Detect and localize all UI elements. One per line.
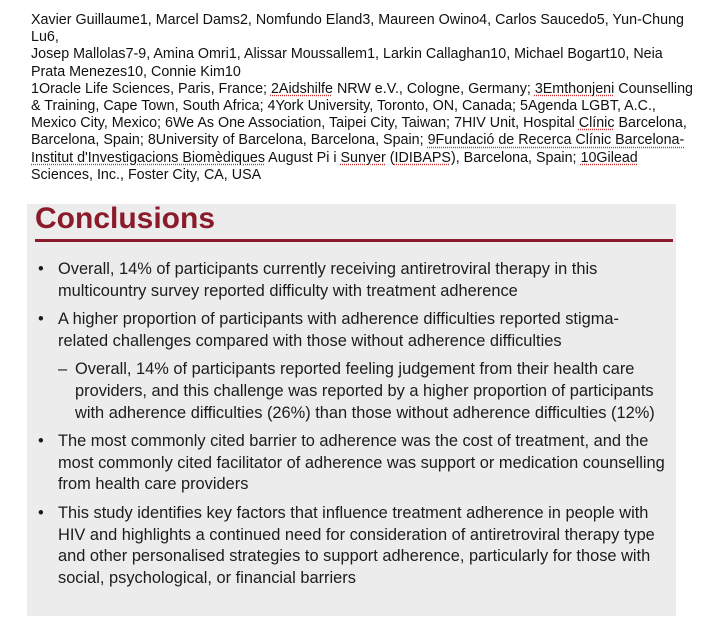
list-item [37,309,667,352]
conclusions-list [37,259,667,596]
list-item-text: This study identifies key factors that influence treatment adherence in people with HIV and highlights a continued need for consideration of antiretroviral therapy type and other personalised strategies to support adherence, particularly for those with social, psychological, or financial barriers [58,503,655,587]
list-item-text: A higher proportion of participants with adherence difficulties reported stigma-related challenges compared with those without adherence difficulties [58,310,619,350]
affiliation-text: IDIBAPS [394,149,451,166]
affiliation-text: Barcelona, Barcelona, Spain; 8University of Barcelona, Barcelona, Spain; [31,115,687,149]
author-list [31,12,699,46]
conclusions-panel [27,204,676,616]
affiliation-text: ( [385,149,395,166]
affiliation-text: 9Fundació de Recerca Clínic Barcelona-Institut d'Investigacions Biomèdiques [31,132,685,166]
author-line-2: Josep Mallolas7-9, Amina Omri1, Alissar Moussallem1, Larkin Callaghan10, Michael Bogart10, Neia Prata Menezes10, Connie Kim10 [31,46,663,80]
dash-marker: – [58,360,68,379]
bullet-marker: • [38,310,44,329]
bullet-marker: • [38,260,44,278]
author-block [31,12,699,184]
list-item [37,431,667,496]
author-list-2 [31,46,699,80]
bullet-marker: • [38,503,44,522]
affiliation-text: 1Oracle Life Sciences, Paris, France; [31,80,271,97]
affiliation-text: ), Barcelona, Spain; [450,149,581,166]
affiliation-text: NRW e.V., Cologne, Germany; [332,80,535,97]
list-item [37,503,667,589]
list-item-text: Overall, 14% of participants reported feeling judgement from their health care providers, and this challenge was reported by a higher proportion of participants with adherence difficulties (26%) than those without adherence difficulties (12%) [75,360,655,422]
affiliation-text: Sciences, Inc., Foster City, CA, USA [31,166,262,183]
affiliation-text: Counselling & Training, Cape Town, South Africa; 4York University, Toronto, ON, Canada; 5Agenda LGBT, A.C., Mexico City, Mexico; 6We As One Association, Taipei City, Taiwan; 7HIV Unit, Hospital [31,80,693,132]
conclusions-title: Conclusions [35,202,216,235]
affiliation-text: 2Aidshilfe [270,80,333,97]
affiliation-text: Clínic [578,115,615,132]
title-divider [35,239,673,242]
affiliation-text: 10Gilead [580,149,638,166]
affiliation-text: Sunyer [340,149,386,166]
list-item-text: The most commonly cited barrier to adherence was the cost of treatment, and the most commonly cited facilitator of adherence was support or medication counselling from health care providers [58,432,665,494]
affiliations [31,81,699,184]
list-item-text: Overall, 14% of participants currently receiving antiretroviral therapy in this multicountry survey reported difficulty with treatment adherence [58,260,598,300]
bullet-marker: • [38,432,44,451]
author-line-1: Xavier Guillaume1, Marcel Dams2, Nomfundo Eland3, Maureen Owino4, Carlos Saucedo5, Yun-Chung Lu6, [31,12,684,46]
list-item [37,259,667,302]
affiliation-text: August Pi i [265,149,341,166]
sub-list-item [37,359,667,424]
affiliation-text: 3Emthonjeni [534,80,615,97]
